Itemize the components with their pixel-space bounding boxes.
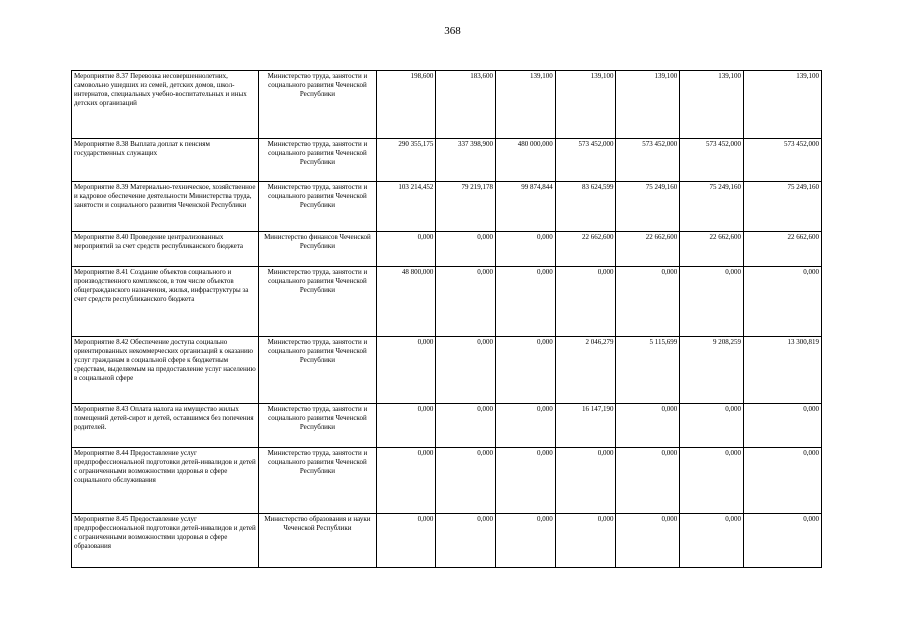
- measure-cell: Мероприятие 8.44 Предоставление услуг предпрофессиональной подготовки детей-инвалидов и детей с ограниченными возможностями здоровья в сфере социального обслуживания: [72, 448, 259, 514]
- value-cell: 139,100: [743, 71, 821, 139]
- table-row: [72, 337, 822, 404]
- value-cell: 0,000: [743, 448, 821, 514]
- value-cell: 22 662,600: [555, 232, 616, 267]
- value-cell: 2 046,279: [555, 337, 616, 404]
- executor-cell: Министерство труда, занятости и социального развития Чеченской Республики: [259, 267, 376, 337]
- value-cell: 337 398,900: [436, 139, 496, 182]
- value-cell: 183,600: [436, 71, 496, 139]
- value-cell: 0,000: [436, 448, 496, 514]
- value-cell: 139,100: [616, 71, 680, 139]
- value-cell: 0,000: [436, 232, 496, 267]
- value-cell: 0,000: [555, 267, 616, 337]
- value-cell: 13 300,819: [743, 337, 821, 404]
- value-cell: 0,000: [616, 267, 680, 337]
- executor-cell: Министерство труда, занятости и социального развития Чеченской Республики: [259, 448, 376, 514]
- value-cell: 99 874,844: [496, 182, 556, 232]
- measure-cell: Мероприятие 8.43 Оплата налога на имущество жилых помещений детей-сирот и детей, оставшимся без попечения родителей.: [72, 404, 259, 448]
- page-number: 368: [444, 25, 461, 37]
- value-cell: 290 355,175: [376, 139, 436, 182]
- value-cell: 75 249,160: [680, 182, 744, 232]
- value-cell: 139,100: [680, 71, 744, 139]
- value-cell: 79 219,178: [436, 182, 496, 232]
- value-cell: 75 249,160: [743, 182, 821, 232]
- value-cell: 22 662,600: [743, 232, 821, 267]
- value-cell: 103 214,452: [376, 182, 436, 232]
- executor-cell: Министерство труда, занятости и социального развития Чеченской Республики: [259, 337, 376, 404]
- executor-cell: Министерство образования и науки Чеченской Республики: [259, 514, 376, 568]
- measure-cell: Мероприятие 8.45 Предоставление услуг предпрофессиональной подготовки детей-инвалидов и детей с ограниченными возможностями здоровья в сфере образования: [72, 514, 259, 568]
- measure-cell: Мероприятие 8.38 Выплата доплат к пенсиям государственных служащих: [72, 139, 259, 182]
- executor-cell: Министерство труда, занятости и социального развития Чеченской Республики: [259, 139, 376, 182]
- value-cell: 48 800,000: [376, 267, 436, 337]
- value-cell: 0,000: [616, 514, 680, 568]
- table-row: [72, 448, 822, 514]
- value-cell: 5 115,699: [616, 337, 680, 404]
- value-cell: 0,000: [743, 514, 821, 568]
- table-row: [72, 404, 822, 448]
- table-row: [72, 232, 822, 267]
- budget-table: [71, 70, 822, 568]
- value-cell: 0,000: [680, 404, 744, 448]
- value-cell: 0,000: [436, 404, 496, 448]
- value-cell: 573 452,000: [680, 139, 744, 182]
- value-cell: 75 249,160: [616, 182, 680, 232]
- table-row: [72, 71, 822, 139]
- value-cell: 0,000: [680, 514, 744, 568]
- value-cell: 0,000: [376, 514, 436, 568]
- value-cell: 16 147,190: [555, 404, 616, 448]
- table-row: [72, 514, 822, 568]
- value-cell: 0,000: [616, 448, 680, 514]
- value-cell: 83 624,599: [555, 182, 616, 232]
- value-cell: 0,000: [680, 448, 744, 514]
- value-cell: 0,000: [743, 267, 821, 337]
- value-cell: 0,000: [376, 337, 436, 404]
- executor-cell: Министерство труда, занятости и социального развития Чеченской Республики: [259, 182, 376, 232]
- value-cell: 22 662,600: [616, 232, 680, 267]
- measure-cell: Мероприятие 8.39 Материально-техническое, хозяйственное и кадровое обеспечение деятельности Министерства труда, занятости и социального развития Чеченской Республики: [72, 182, 259, 232]
- value-cell: 0,000: [555, 448, 616, 514]
- value-cell: 0,000: [555, 514, 616, 568]
- value-cell: 0,000: [376, 404, 436, 448]
- value-cell: 0,000: [680, 267, 744, 337]
- value-cell: 0,000: [376, 232, 436, 267]
- value-cell: 0,000: [376, 448, 436, 514]
- value-cell: 0,000: [496, 267, 556, 337]
- value-cell: 0,000: [436, 514, 496, 568]
- measure-cell: Мероприятие 8.41 Создание объектов социального и производственного комплексов, в том числе объектов общегражданского назначения, жилья, инфраструктуры за счет средств республиканского бюджета: [72, 267, 259, 337]
- value-cell: 0,000: [496, 448, 556, 514]
- value-cell: 0,000: [496, 232, 556, 267]
- value-cell: 0,000: [496, 337, 556, 404]
- value-cell: 480 000,000: [496, 139, 556, 182]
- executor-cell: Министерство труда, занятости и социального развития Чеченской Республики: [259, 404, 376, 448]
- value-cell: 573 452,000: [743, 139, 821, 182]
- value-cell: 139,100: [496, 71, 556, 139]
- value-cell: 22 662,600: [680, 232, 744, 267]
- value-cell: 198,600: [376, 71, 436, 139]
- value-cell: 0,000: [436, 337, 496, 404]
- measure-cell: Мероприятие 8.40 Проведение централизованных мероприятий за счет средств республиканского бюджета: [72, 232, 259, 267]
- value-cell: 0,000: [616, 404, 680, 448]
- executor-cell: Министерство финансов Чеченской Республики: [259, 232, 376, 267]
- value-cell: 139,100: [555, 71, 616, 139]
- measure-cell: Мероприятие 8.37 Перевозка несовершеннолетних, самовольно ушедших из семей, детских домов, школ-интернатов, специальных учебно-воспитательных и иных детских организаций: [72, 71, 259, 139]
- value-cell: 573 452,000: [555, 139, 616, 182]
- table-row: [72, 139, 822, 182]
- value-cell: 0,000: [743, 404, 821, 448]
- value-cell: 9 208,259: [680, 337, 744, 404]
- executor-cell: Министерство труда, занятости и социального развития Чеченской Республики: [259, 71, 376, 139]
- value-cell: 0,000: [436, 267, 496, 337]
- value-cell: 0,000: [496, 404, 556, 448]
- table-row: [72, 182, 822, 232]
- value-cell: 0,000: [496, 514, 556, 568]
- table-row: [72, 267, 822, 337]
- value-cell: 573 452,000: [616, 139, 680, 182]
- measure-cell: Мероприятие 8.42 Обеспечение доступа социально ориентированных некоммерческих организаций к оказанию услуг гражданам в социальной сфере к бюджетным средствам, выделяемым на предоставление услуг населению в социальной сфере: [72, 337, 259, 404]
